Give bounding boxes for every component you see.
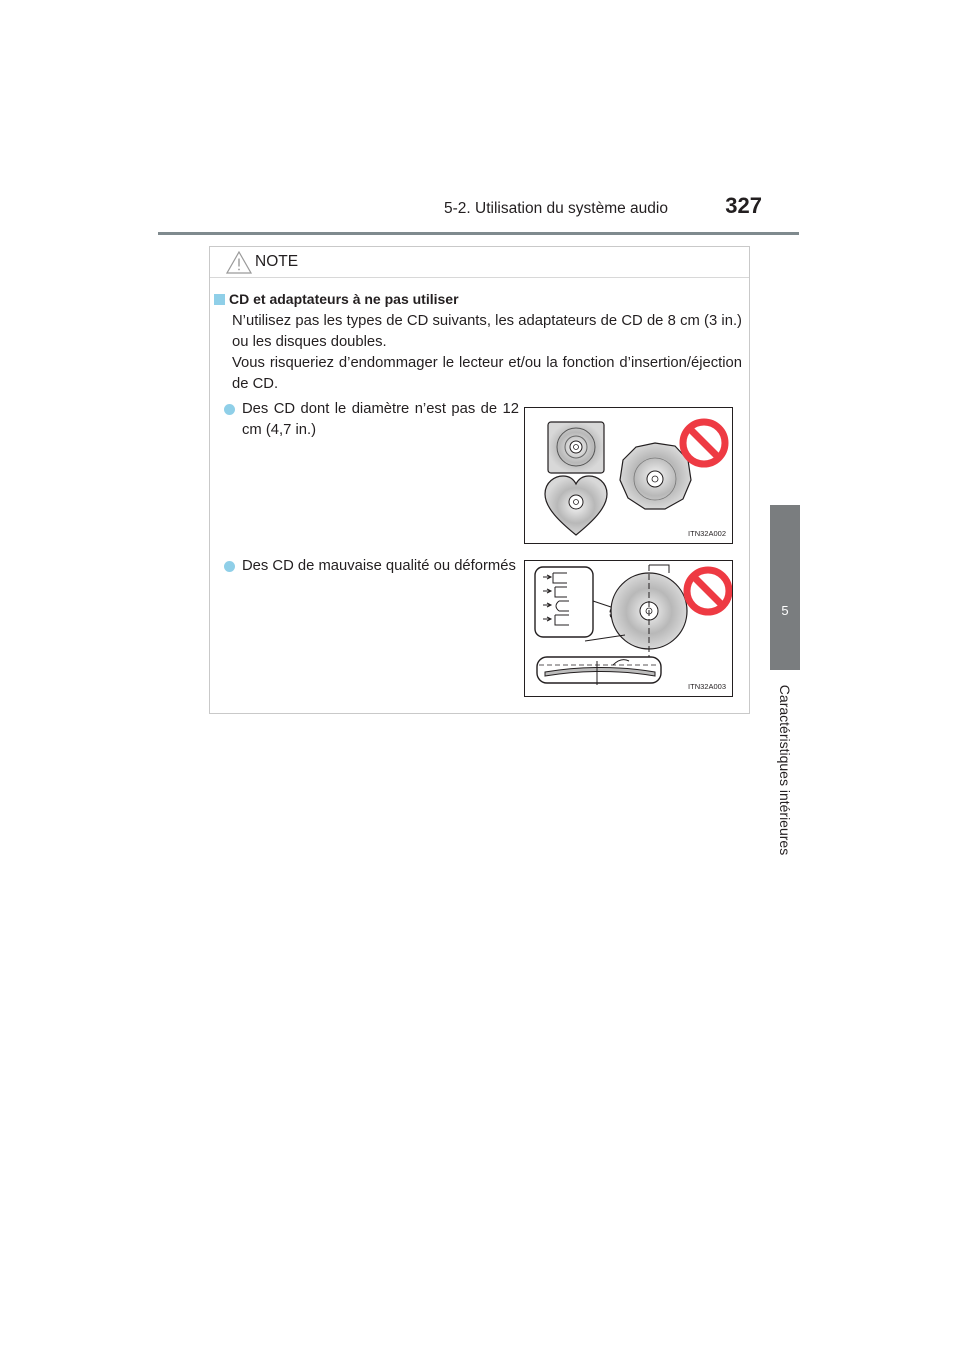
header-rule [158, 232, 799, 235]
illustration-damaged-cds [524, 560, 733, 697]
section-heading [214, 291, 459, 307]
prohibited-icon [680, 419, 728, 467]
note-box [209, 246, 750, 714]
chapter-title: Caractéristiques intérieures [777, 684, 793, 856]
figure-code: ITN32A003 [688, 682, 726, 691]
bullet-item [224, 556, 519, 577]
section-heading-text: CD et adaptateurs à ne pas utiliser [229, 291, 459, 307]
running-header-section: 5-2. Utilisation du système audio [443, 200, 668, 217]
square-bullet-icon [214, 294, 225, 305]
odd-shaped-cds-drawing [525, 408, 732, 543]
warning-triangle-icon [226, 251, 252, 274]
bullet-text: Des CD dont le diamètre n’est pas de 12 cm (4,7 in.) [242, 401, 519, 438]
note-paragraph: N’utilisez pas les types de CD suivants, les adaptateurs de CD de 8 cm (3 in.) ou les disques doubles. [232, 313, 742, 350]
figure-code: ITN32A002 [688, 529, 726, 538]
chapter-number: 5 [781, 603, 789, 618]
chapter-tab [770, 505, 800, 670]
page-number: 327 [725, 193, 762, 218]
bullet-text: Des CD de mauvaise qualité ou déformés [242, 558, 516, 574]
note-header [210, 247, 749, 278]
prohibited-icon [684, 567, 732, 615]
round-bullet-icon [224, 561, 235, 572]
note-body [232, 311, 742, 395]
damaged-cds-drawing [525, 561, 732, 696]
round-bullet-icon [224, 404, 235, 415]
bullet-item [224, 399, 519, 441]
note-title: NOTE [255, 253, 299, 270]
note-paragraph: Vous risqueriez d’endommager le lecteur et/ou la fonction d’insertion/éjection de CD. [232, 355, 742, 392]
illustration-odd-shaped-cds [524, 407, 733, 544]
